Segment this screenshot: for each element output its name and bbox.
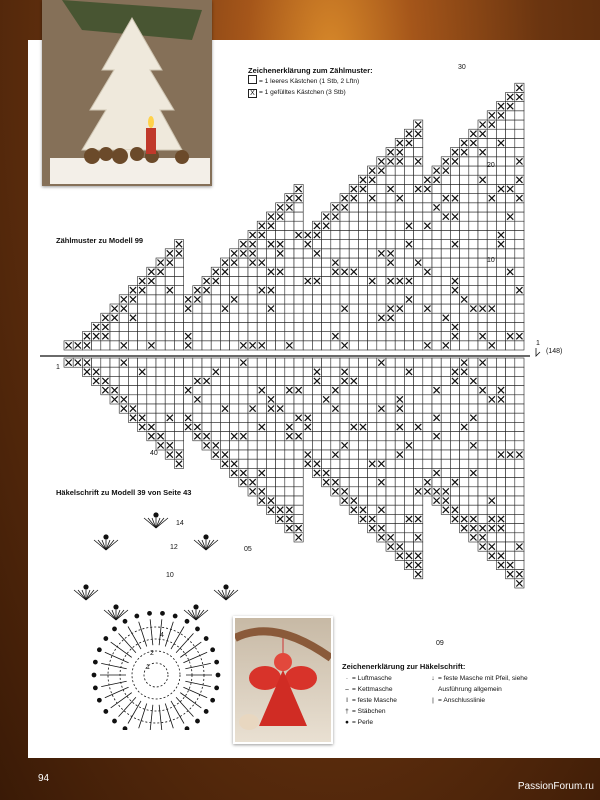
page-number: 94 [38, 773, 50, 784]
label-05: 05 [244, 546, 252, 553]
crochet-legend-left: · = Luftmasche ⌢ = Kettmasche I = feste Masche † = Stäbchen ● = Perle [342, 673, 397, 728]
grid-legend-filled: X = 1 gefülltes Kästchen (3 Stb) [248, 87, 346, 98]
round-label-2: 2 [150, 650, 154, 657]
filled-square-icon: X [248, 89, 257, 98]
arrow-down-icon: ↓ [431, 675, 435, 682]
round-label-1: 1 [146, 664, 150, 671]
round-label-4: 4 [160, 632, 164, 639]
label-148: (148) [546, 348, 563, 355]
round-label-14: 14 [176, 520, 184, 527]
bead-icon: ● [345, 719, 349, 726]
label-30: 30 [458, 64, 466, 71]
connection-line-icon: | [432, 697, 434, 704]
arrow-icon [536, 348, 540, 356]
label-40: 40 [150, 450, 158, 457]
double-crochet-icon: † [345, 708, 349, 715]
single-crochet-icon: I [346, 697, 348, 704]
photo-crochet-angel [233, 616, 333, 744]
grid-legend-empty: = 1 leeres Kästchen (1 Stb, 2 Lftn) [248, 75, 359, 87]
slip-stitch-icon: ⌢ [344, 686, 350, 693]
angel-illustration [235, 618, 331, 742]
chart-title: Zählmuster zu Modell 99 [56, 236, 144, 245]
chain-icon: · [345, 675, 349, 682]
label-20: 20 [487, 162, 495, 169]
crochet-legend-title: Zeichenerklärung zur Häkelschrift: [342, 662, 466, 671]
label-10: 10 [487, 257, 495, 264]
crochet-legend-right: ↓ = feste Masche mit Pfeil, siehe Ausführung allgemein | = Anschlusslinie [428, 673, 528, 706]
label-1-left: 1 [56, 364, 60, 371]
round-label-12: 12 [170, 544, 178, 551]
label-1-mid: 1 [536, 340, 540, 347]
grid-legend-title: Zeichenerklärung zum Zählmuster: [248, 66, 373, 75]
label-09: 09 [436, 640, 444, 647]
site-watermark: PassionForum.ru [517, 781, 594, 792]
round-label-10: 10 [166, 572, 174, 579]
crochet-title: Häkelschrift zu Modell 39 von Seite 43 [56, 488, 192, 497]
